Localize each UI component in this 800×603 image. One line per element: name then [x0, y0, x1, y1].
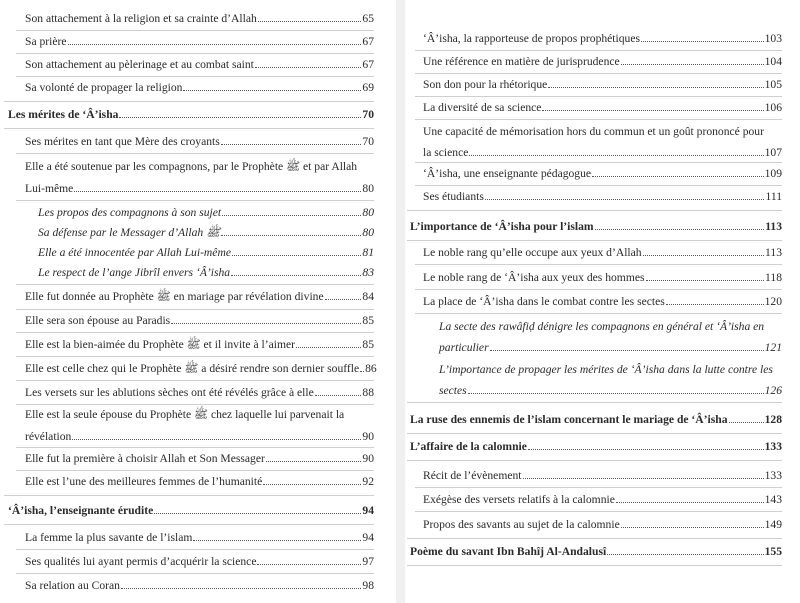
- dot-leader: [72, 439, 361, 440]
- separator: [16, 200, 374, 201]
- dot-leader: [360, 371, 364, 372]
- entry-title: Sa volonté de propager la religion: [25, 81, 183, 94]
- separator: [16, 284, 374, 285]
- separator: [16, 30, 374, 31]
- dot-leader: [616, 502, 764, 503]
- toc-entry[interactable]: [423, 54, 782, 70]
- separator: [407, 565, 782, 566]
- page-number: 128: [764, 413, 782, 426]
- toc-entry[interactable]: [423, 294, 782, 310]
- dot-leader: [232, 255, 361, 256]
- entry-title-line: Elle est la seule épouse du Prophète ﷺ chez laquelle lui parvenait la: [25, 408, 345, 421]
- dot-leader: [183, 90, 361, 91]
- page-number: 109: [764, 167, 782, 180]
- dot-leader: [255, 67, 362, 68]
- separator: [415, 185, 782, 186]
- toc-entry[interactable]: [25, 11, 374, 27]
- dot-leader: [266, 461, 362, 462]
- toc-entry[interactable]: [423, 245, 782, 261]
- entry-title: Son attachement au pèlerinage et au combat saint: [25, 58, 254, 71]
- page-number: 90: [362, 430, 374, 443]
- dot-leader: [231, 275, 361, 276]
- dot-leader: [592, 176, 764, 177]
- toc-entry[interactable]: [423, 517, 782, 533]
- separator: [4, 495, 374, 496]
- entry-title: Sa défense par le Messager d’Allah ﷺ: [38, 226, 221, 239]
- dot-leader: [595, 229, 765, 230]
- entry-title: Les versets sur les ablutions sèches ont été révélés grâce à elle: [25, 386, 314, 399]
- toc-entry[interactable]: [25, 385, 374, 401]
- separator: [4, 128, 374, 129]
- toc-entry[interactable]: [25, 134, 374, 150]
- page-number: 88: [362, 386, 374, 399]
- toc-subentry[interactable]: [38, 245, 374, 261]
- separator: [16, 470, 374, 471]
- toc-section[interactable]: [410, 412, 782, 428]
- page-number: 90: [362, 452, 374, 465]
- entry-title: Elle est celle chez qui le Prophète ﷺ a désiré rendre son dernier souffle: [25, 362, 360, 375]
- dot-leader: [257, 564, 361, 565]
- toc-entry[interactable]: [25, 361, 377, 377]
- page-number: 121: [764, 341, 782, 354]
- page-number: 155: [764, 545, 782, 558]
- toc-entry[interactable]: [423, 77, 782, 93]
- page-number: 105: [764, 78, 782, 91]
- entry-title: Le respect de l’ange Jibrîl envers ‘Â’isha: [38, 266, 231, 279]
- dot-leader: [468, 393, 764, 394]
- page-number: 149: [764, 518, 782, 531]
- toc-section[interactable]: [8, 503, 374, 519]
- toc-subentry[interactable]: [38, 265, 374, 281]
- section-title: ‘Â’isha, l’enseignante érudite: [8, 504, 154, 517]
- page-number: 104: [764, 55, 782, 68]
- page-number: 67: [362, 58, 374, 71]
- separator: [415, 119, 782, 120]
- entry-title: Elle a été innocentée par Allah Lui-même: [38, 246, 231, 259]
- dot-leader: [68, 44, 362, 45]
- page-number: 80: [362, 226, 374, 239]
- entry-title: ‘Â’isha, la rapporteuse de propos prophétiques: [423, 32, 640, 45]
- toc-section[interactable]: [410, 439, 782, 455]
- toc-entry[interactable]: [423, 270, 782, 286]
- page-number: 97: [362, 555, 374, 568]
- entry-title: Récit de l’évènement: [423, 469, 522, 482]
- toc-entry[interactable]: [25, 451, 374, 467]
- toc-entry[interactable]: [25, 80, 374, 96]
- entry-title: Le noble rang qu’elle occupe aux yeux d’Allah: [423, 246, 642, 259]
- entry-title-line: Elle a été soutenue par les compagnons, par le Prophète ﷺ et par Allah: [25, 160, 358, 173]
- entry-title: Une référence en matière de jurisprudence: [423, 55, 620, 68]
- dot-leader: [221, 144, 362, 145]
- entry-title: La femme la plus savante de l’islam: [25, 531, 193, 544]
- separator: [415, 96, 782, 97]
- toc-entry[interactable]: [423, 468, 782, 484]
- page-number: 83: [362, 266, 374, 279]
- separator: [407, 538, 782, 539]
- dot-leader: [485, 199, 765, 200]
- page-number: 107: [764, 146, 782, 159]
- page-number: 120: [764, 295, 782, 308]
- dot-leader: [643, 255, 764, 256]
- page-number: 133: [764, 469, 782, 482]
- separator: [16, 153, 374, 154]
- page-number: 103: [764, 32, 782, 45]
- toc-entry[interactable]: [25, 34, 374, 50]
- separator: [415, 264, 782, 265]
- entry-title: la science: [423, 146, 469, 159]
- separator: [16, 332, 374, 333]
- entry-title: Elle est la bien-aimée du Prophète ﷺ et il invite à l’aimer: [25, 338, 295, 351]
- entry-title: La place de ‘Â’isha dans le combat contre les sectes: [423, 295, 665, 308]
- dot-leader: [193, 540, 361, 541]
- toc-section[interactable]: [8, 107, 374, 123]
- dot-leader: [121, 588, 361, 589]
- dot-leader: [154, 513, 361, 514]
- page-number: 81: [362, 246, 374, 259]
- dot-leader: [729, 422, 764, 423]
- dot-leader: [607, 554, 763, 555]
- entry-title: révélation: [25, 430, 72, 443]
- separator: [16, 53, 374, 54]
- page-number: 143: [764, 493, 782, 506]
- toc-subentry[interactable]: [439, 362, 782, 399]
- toc-section[interactable]: [410, 544, 782, 560]
- page-number: 92: [362, 475, 374, 488]
- separator: [407, 433, 782, 434]
- entry-title-line: La secte des rawâfiḍ dénigre les compagnons en général et ‘Â’isha en: [439, 320, 765, 333]
- dot-leader: [221, 235, 361, 236]
- entry-title-line: L’importance de propager les mérites de ‘Â’isha dans la lutte contre les: [439, 363, 773, 376]
- entry-title-line: Une capacité de mémorisation hors du commun et un goût prononcé pour: [423, 125, 764, 138]
- toc-entry[interactable]: [25, 578, 374, 594]
- page-number: 80: [362, 182, 374, 195]
- toc-subentry[interactable]: [38, 225, 374, 241]
- dot-leader: [621, 527, 764, 528]
- section-title: Les mérites de ‘Â’isha: [8, 108, 119, 121]
- entry-title: La diversité de sa science: [423, 101, 542, 114]
- toc-entry[interactable]: [423, 166, 782, 182]
- entry-title: Elle sera son épouse au Paradis: [25, 314, 171, 327]
- entry-title: Son don pour la rhétorique: [423, 78, 548, 91]
- entry-title: Lui-même: [25, 182, 74, 195]
- toc-entry[interactable]: [423, 189, 782, 205]
- dot-leader: [263, 484, 361, 485]
- toc-entry[interactable]: [423, 124, 782, 161]
- section-title: L’importance de ‘Â’isha pour l’islam: [410, 220, 594, 233]
- page-number: 86: [365, 362, 377, 375]
- separator: [16, 549, 374, 550]
- toc-section[interactable]: [410, 219, 782, 235]
- toc-subentry[interactable]: [38, 205, 374, 221]
- page-number: 85: [362, 314, 374, 327]
- page-number: 126: [764, 384, 782, 397]
- entry-title: Les propos des compagnons à son sujet: [38, 206, 222, 219]
- separator: [16, 380, 374, 381]
- separator: [4, 524, 374, 525]
- toc-entry[interactable]: [25, 313, 374, 329]
- separator: [16, 404, 374, 405]
- toc-subentry[interactable]: [439, 319, 782, 356]
- section-title: La ruse des ennemis de l’islam concernant le mariage de ‘Â’isha: [410, 413, 728, 426]
- separator: [415, 487, 782, 488]
- dot-leader: [490, 350, 764, 351]
- entry-title: Elle fut la première à choisir Allah et Son Messager: [25, 452, 265, 465]
- dot-leader: [542, 110, 763, 111]
- separator: [16, 573, 374, 574]
- separator: [407, 460, 782, 461]
- page-number: 67: [362, 35, 374, 48]
- toc-entry[interactable]: [25, 474, 374, 490]
- dot-leader: [171, 323, 361, 324]
- dot-leader: [641, 41, 764, 42]
- page-number: 111: [765, 190, 782, 203]
- section-title: L’affaire de la calomnie: [410, 440, 527, 453]
- separator: [4, 101, 374, 102]
- page-number: 98: [362, 579, 374, 592]
- page-number: 70: [362, 108, 374, 121]
- separator: [407, 240, 782, 241]
- entry-title: Sa relation au Coran: [25, 579, 120, 592]
- entry-title: Elle fut donnée au Prophète ﷺ en mariage par révélation divine: [25, 290, 324, 303]
- separator: [16, 76, 374, 77]
- page-number: 85: [362, 338, 374, 351]
- dot-leader: [528, 449, 764, 450]
- entry-title: Sa prière: [25, 35, 67, 48]
- dot-leader: [258, 21, 362, 22]
- entry-title: ‘Â’isha, une enseignante pédagogue: [423, 167, 592, 180]
- page-number: 69: [362, 81, 374, 94]
- right-page: [405, 0, 800, 603]
- entry-title: Propos des savants au sujet de la calomnie: [423, 518, 620, 531]
- toc-entry[interactable]: [25, 337, 374, 353]
- page-number: 70: [362, 135, 374, 148]
- page-number: 133: [764, 440, 782, 453]
- page-number: 113: [765, 220, 782, 233]
- page-number: 113: [765, 246, 782, 259]
- dot-leader: [119, 117, 361, 118]
- page-number: 94: [362, 504, 374, 517]
- dot-leader: [666, 304, 764, 305]
- entry-title: particulier: [439, 341, 489, 354]
- page-number: 118: [765, 271, 782, 284]
- left-page: [0, 0, 396, 603]
- toc-entry[interactable]: [25, 407, 374, 445]
- page-gutter: [396, 0, 405, 603]
- entry-title: Le noble rang de ‘Â’isha aux yeux des hommes: [423, 271, 645, 284]
- dot-leader: [548, 87, 763, 88]
- separator: [415, 73, 782, 74]
- dot-leader: [325, 299, 362, 300]
- dot-leader: [523, 478, 764, 479]
- separator: [16, 356, 374, 357]
- entry-title: sectes: [439, 384, 467, 397]
- separator: [16, 309, 374, 310]
- toc-entry[interactable]: [25, 554, 374, 570]
- toc-entry[interactable]: [423, 31, 782, 47]
- entry-title: Ses étudiants: [423, 190, 484, 203]
- page-number: 65: [362, 12, 374, 25]
- entry-title: Ses qualités lui ayant permis d’acquérir la science: [25, 555, 257, 568]
- page-number: 80: [362, 206, 374, 219]
- separator: [415, 511, 782, 512]
- separator: [407, 210, 782, 211]
- entry-title: Ses mérites en tant que Mère des croyants: [25, 135, 220, 148]
- dot-leader: [621, 64, 764, 65]
- separator: [16, 447, 374, 448]
- toc-entry[interactable]: [25, 289, 374, 305]
- page-number: 84: [362, 290, 374, 303]
- dot-leader: [296, 347, 361, 348]
- toc-entry[interactable]: [423, 100, 782, 116]
- dot-leader: [315, 395, 362, 396]
- separator: [415, 162, 782, 163]
- toc-entry[interactable]: [423, 492, 782, 508]
- separator: [415, 50, 782, 51]
- entry-title: Exégèse des versets relatifs à la calomnie: [423, 493, 615, 506]
- separator: [415, 313, 782, 314]
- dot-leader: [74, 191, 361, 192]
- entry-title: Son attachement à la religion et sa crainte d’Allah: [25, 12, 257, 25]
- toc-entry[interactable]: [25, 159, 374, 197]
- toc-entry[interactable]: [25, 57, 374, 73]
- toc-entry[interactable]: [25, 530, 374, 546]
- separator: [407, 402, 782, 403]
- section-title: Poème du savant Ibn Bahîj Al-Andalusî: [410, 545, 607, 558]
- dot-leader: [469, 155, 763, 156]
- page-number: 94: [362, 531, 374, 544]
- page-number: 106: [764, 101, 782, 114]
- entry-title: Elle est l’une des meilleures femmes de l’humanité: [25, 475, 263, 488]
- dot-leader: [646, 280, 765, 281]
- dot-leader: [222, 215, 361, 216]
- separator: [415, 289, 782, 290]
